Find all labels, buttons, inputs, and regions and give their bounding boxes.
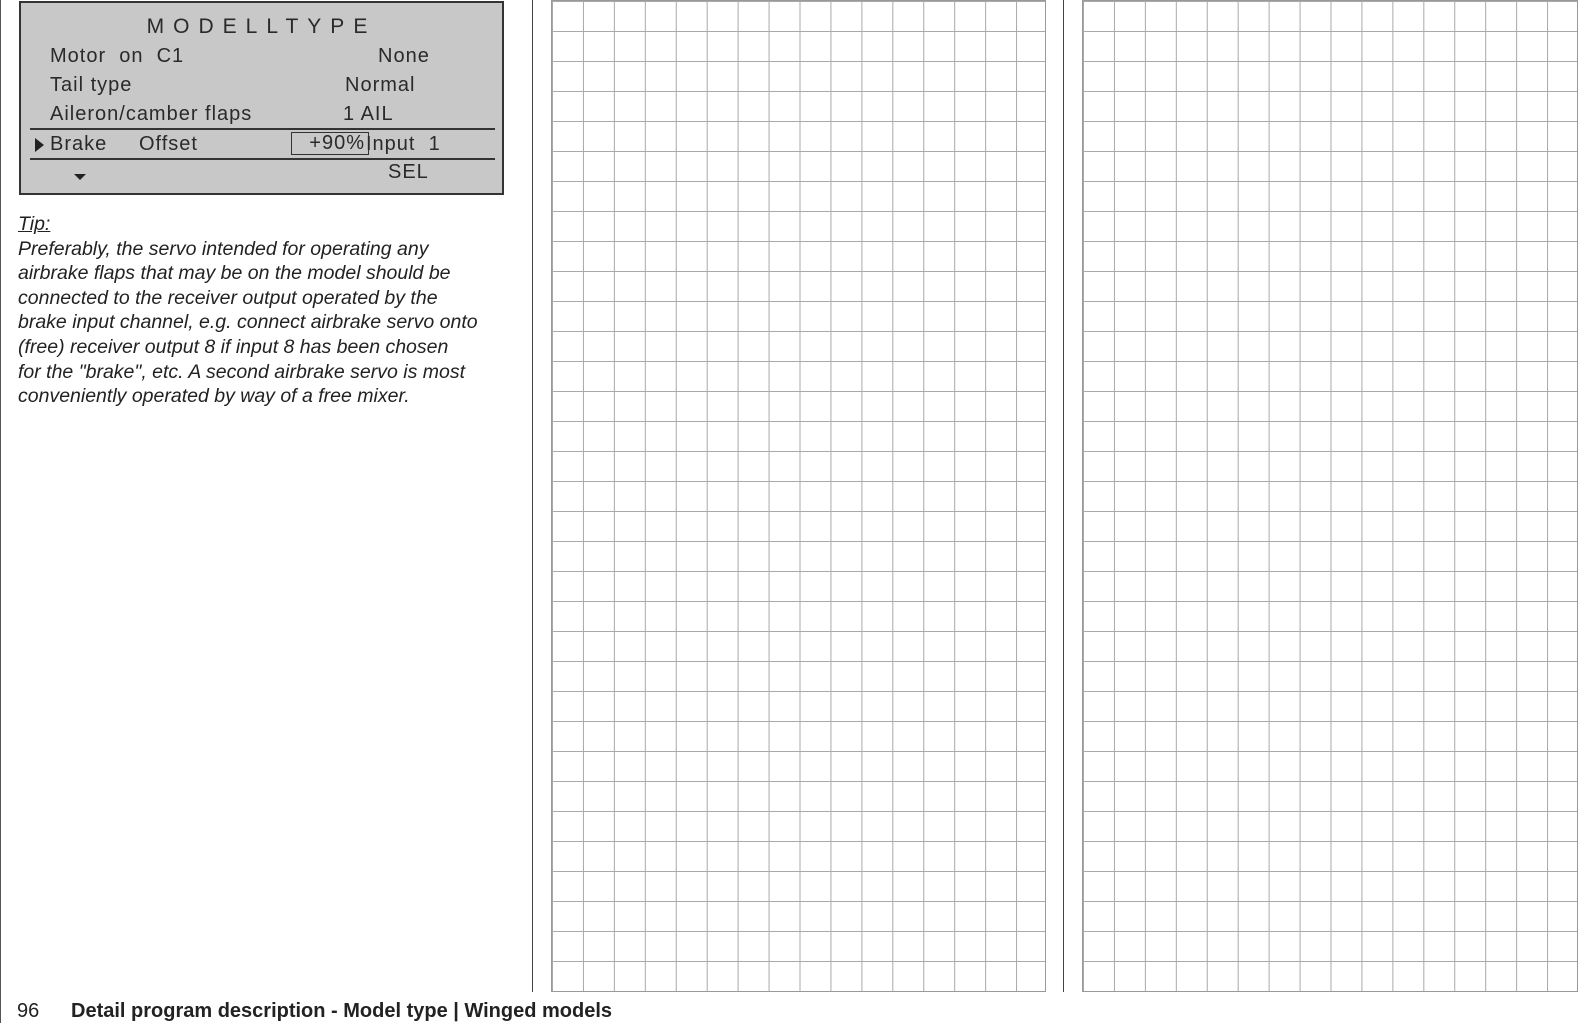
display-rule-bottom <box>30 158 495 160</box>
display-row-tail-type <box>50 71 494 99</box>
footer-title: Detail program description - Model type | Winged models <box>71 1000 613 1022</box>
brake-input-value: Input 1 <box>366 133 441 155</box>
notes-grid-right <box>1082 0 1578 992</box>
aileron-value: 1 AIL <box>343 103 394 125</box>
column-divider-right <box>1063 0 1064 992</box>
tip-heading: Tip: <box>18 213 51 235</box>
tail-type-value: Normal <box>345 74 416 96</box>
sel-softkey[interactable]: SEL <box>388 161 429 183</box>
tip-block <box>18 212 508 409</box>
brake-label: Brake <box>50 133 108 155</box>
page-left-border <box>0 0 1 1023</box>
cursor-arrow-icon <box>35 138 44 152</box>
notes-grid-left <box>551 0 1046 992</box>
display-row-motor <box>50 42 494 70</box>
brake-offset-value[interactable]: +90% <box>291 132 369 155</box>
page-number: 96 <box>17 1000 40 1022</box>
brake-offset-label: Offset <box>139 133 198 155</box>
aileron-label: Aileron/camber flaps <box>50 103 253 125</box>
display-row-brake <box>50 130 494 158</box>
display-title: MODELLTYPE <box>146 15 377 38</box>
column-divider-left <box>532 0 533 992</box>
display-row-aileron <box>50 100 494 128</box>
tip-body: Preferably, the servo intended for operating any airbrake flaps that may be on the model should be connected to the receiver output operated by the brake input channel, e.g. connect airbrake servo onto (free) receiver output 8 if input 8 has been chosen for the "brake", etc. A second airbrake servo is most conveniently operated by way of a free mixer. <box>18 237 478 408</box>
tail-type-label: Tail type <box>50 74 133 96</box>
lcd-display <box>19 1 504 195</box>
motor-label: Motor on C1 <box>50 45 185 67</box>
motor-value: None <box>378 45 430 67</box>
down-arrow-icon <box>74 174 86 180</box>
